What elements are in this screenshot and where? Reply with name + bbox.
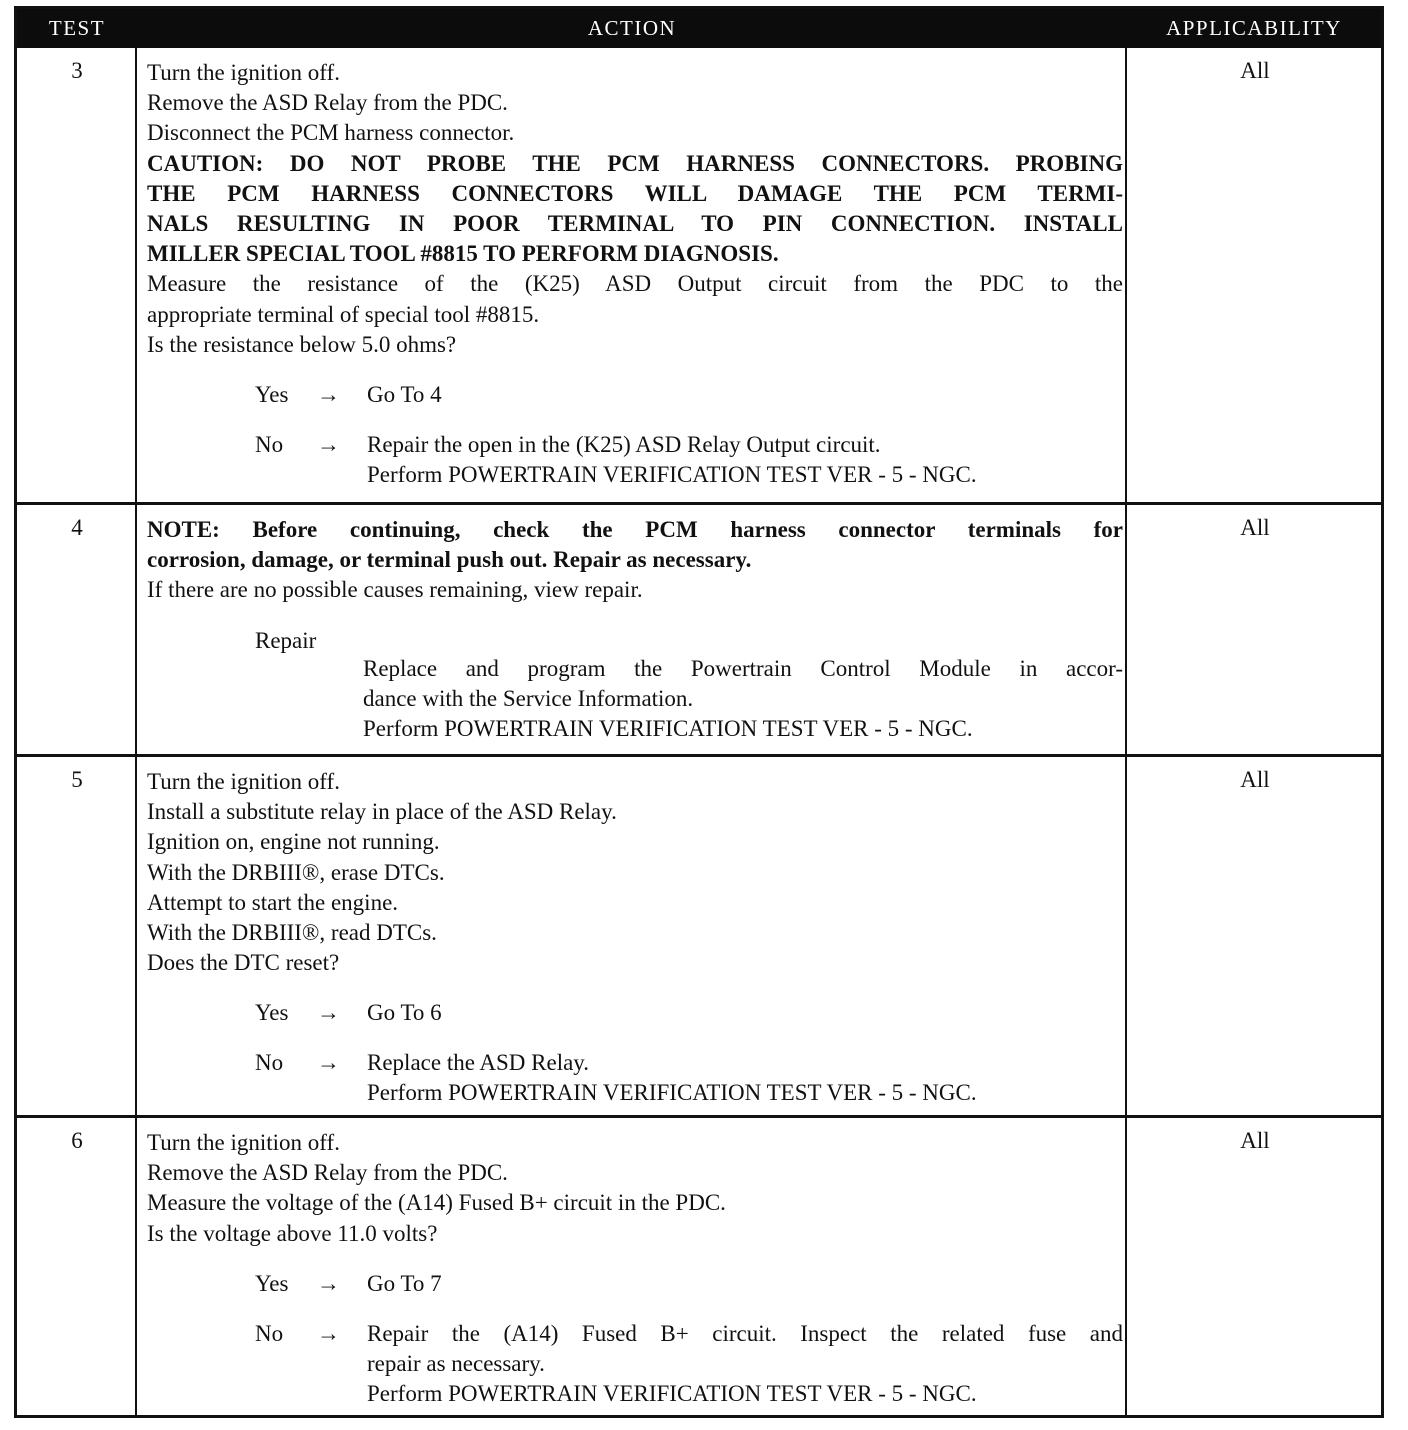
- action-line: Install a substitute relay in place of the ASD Relay.: [147, 799, 617, 825]
- action-line: Turn the ignition off.: [147, 60, 340, 85]
- action-cell: [147, 1128, 1123, 1407]
- table-row: [17, 502, 1381, 754]
- caution-line: THE PCM HARNESS CONNECTORS WILL DAMAGE THE PCM TERMI-: [147, 180, 1123, 206]
- applicability-cell: All: [1240, 767, 1270, 792]
- action-line: Turn the ignition off.: [147, 769, 340, 794]
- header-applicability: APPLICABILITY: [1166, 16, 1342, 40]
- no-option: [147, 1048, 1123, 1106]
- arrow-icon: →: [317, 432, 340, 458]
- note-line: corrosion, damage, or terminal push out. Repair as necessary.: [147, 547, 752, 573]
- action-line: Is the resistance below 5.0 ohms?: [147, 331, 457, 357]
- yes-option: [147, 998, 1123, 1028]
- note-line: NOTE: Before continuing, check the PCM harness connector terminals for: [147, 517, 1123, 542]
- action-line: Turn the ignition off.: [147, 1130, 340, 1155]
- action-line: appropriate terminal of special tool #8815.: [147, 301, 540, 327]
- applicability-cell: All: [1240, 515, 1270, 540]
- yes-label: Yes: [255, 1270, 289, 1296]
- action-cell: [147, 767, 1123, 1106]
- no-option: [147, 430, 1123, 488]
- yes-label: Yes: [255, 1000, 289, 1026]
- no-text: Perform POWERTRAIN VERIFICATION TEST VER - 5 - NGC.: [367, 1080, 977, 1106]
- no-text: repair as necessary.: [367, 1351, 545, 1377]
- action-line: Attempt to start the engine.: [147, 889, 399, 915]
- table-row: [17, 1115, 1381, 1415]
- no-label: No: [255, 1320, 284, 1346]
- action-line: Ignition on, engine not running.: [147, 829, 440, 855]
- table-row: [17, 48, 1381, 502]
- no-text: Perform POWERTRAIN VERIFICATION TEST VER - 5 - NGC.: [367, 1381, 977, 1407]
- no-text: Replace the ASD Relay.: [367, 1050, 590, 1076]
- no-text: Repair the (A14) Fused B+ circuit. Inspect the related fuse and: [367, 1320, 1123, 1346]
- applicability-cell: All: [1240, 58, 1270, 83]
- header-test: TEST: [48, 16, 106, 40]
- repair-line: Replace and program the Powertrain Control Module in accor-: [363, 655, 1123, 681]
- yes-label: Yes: [255, 382, 289, 408]
- header-action: ACTION: [587, 16, 677, 40]
- table-row: [17, 754, 1381, 1115]
- table-header: [17, 9, 1381, 48]
- diagnostic-table: [14, 6, 1384, 1418]
- test-number: 5: [71, 767, 83, 792]
- test-number: 4: [71, 515, 83, 540]
- no-option: [147, 1319, 1123, 1407]
- no-label: No: [255, 1050, 284, 1076]
- no-steps: [367, 1319, 1123, 1410]
- no-text: Repair the open in the (K25) ASD Relay Output circuit.: [367, 432, 881, 458]
- action-line: Is the voltage above 11.0 volts?: [147, 1220, 438, 1246]
- caution-line: CAUTION: DO NOT PROBE THE PCM HARNESS CONNECTORS. PROBING: [147, 150, 1123, 176]
- yes-target: Go To 4: [367, 382, 442, 408]
- action-line: With the DRBIII®, erase DTCs.: [147, 859, 445, 885]
- test-number: 6: [71, 1128, 83, 1153]
- applicability-cell: All: [1240, 1128, 1270, 1153]
- no-text: Perform POWERTRAIN VERIFICATION TEST VER - 5 - NGC.: [367, 462, 977, 488]
- action-line: Remove the ASD Relay from the PDC.: [147, 1160, 508, 1186]
- yes-option: [147, 380, 1123, 410]
- repair-steps: [147, 654, 1123, 745]
- arrow-icon: →: [317, 1270, 340, 1296]
- action-line: Measure the voltage of the (A14) Fused B+ circuit in the PDC.: [147, 1190, 726, 1216]
- action-line: If there are no possible causes remaining, view repair.: [147, 577, 643, 603]
- arrow-icon: →: [317, 1320, 340, 1346]
- repair-line: dance with the Service Information.: [363, 685, 694, 711]
- no-label: No: [255, 432, 284, 458]
- caution-line: MILLER SPECIAL TOOL #8815 TO PERFORM DIAGNOSIS.: [147, 241, 779, 267]
- test-number: 3: [71, 58, 83, 83]
- yes-target: Go To 7: [367, 1270, 442, 1296]
- repair-line: Perform POWERTRAIN VERIFICATION TEST VER - 5 - NGC.: [363, 716, 973, 742]
- action-line: Disconnect the PCM harness connector.: [147, 120, 515, 146]
- arrow-icon: →: [317, 1050, 340, 1076]
- action-cell: [147, 58, 1123, 488]
- arrow-icon: →: [317, 1000, 340, 1026]
- action-line: Measure the resistance of the (K25) ASD Output circuit from the PDC to the: [147, 271, 1123, 297]
- action-cell: [147, 515, 1123, 744]
- action-line: Remove the ASD Relay from the PDC.: [147, 90, 508, 116]
- repair-label: Repair: [255, 627, 317, 653]
- yes-target: Go To 6: [367, 1000, 442, 1026]
- repair-option: [147, 626, 1123, 654]
- arrow-icon: →: [317, 382, 340, 408]
- yes-option: [147, 1269, 1123, 1299]
- caution-line: NALS RESULTING IN POOR TERMINAL TO PIN CONNECTION. INSTALL: [147, 211, 1123, 237]
- action-line: Does the DTC reset?: [147, 950, 340, 976]
- action-line: With the DRBIII®, read DTCs.: [147, 920, 437, 946]
